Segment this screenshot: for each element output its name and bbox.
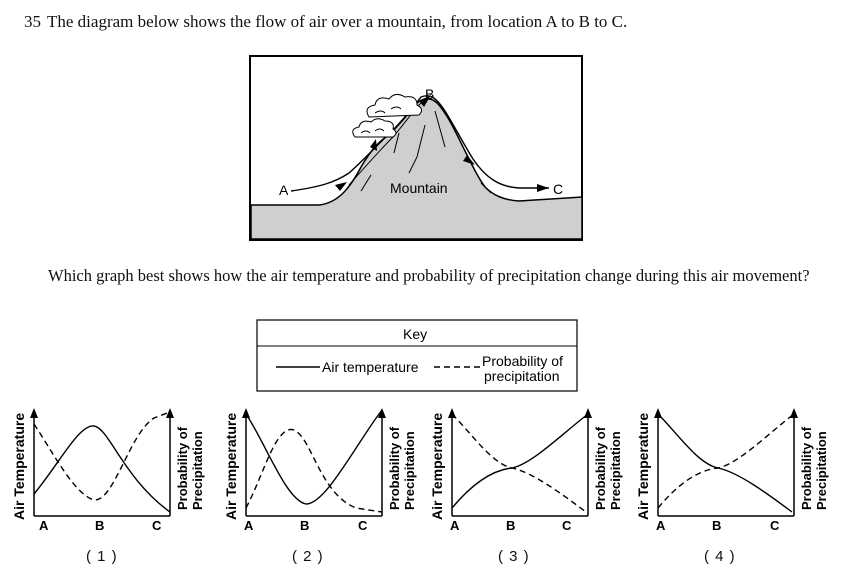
y-right-label-2: Precipitation (190, 431, 205, 510)
x-label-c: C (770, 518, 780, 533)
key-title: Key (403, 326, 428, 342)
air-temperature-curve (658, 414, 792, 512)
precipitation-curve (452, 414, 586, 512)
question-text: The diagram below shows the flow of air over a mountain, from location A to B to C. (47, 12, 628, 31)
x-label-c: C (358, 518, 368, 533)
key-dashed-label-2: precipitation (484, 368, 560, 384)
choice-4-label[interactable]: ( 4 ) (704, 548, 736, 565)
y-left-label: Air Temperature (11, 412, 27, 520)
point-a-label: A (279, 182, 289, 198)
x-label-c: C (562, 518, 572, 533)
y-right-label-1: Probability of (387, 426, 402, 510)
axis-arrow (30, 408, 38, 418)
question-prompt: Which graph best shows how the air temperature and probability of precipitation change during this air movement? (48, 266, 810, 285)
x-label-b: B (712, 518, 722, 533)
air-temperature-curve (452, 414, 588, 508)
question-number: 35 (24, 12, 41, 31)
precipitation-curve (34, 412, 170, 500)
x-label-a: A (656, 518, 666, 533)
x-label-c: C (152, 518, 162, 533)
y-left-label: Air Temperature (429, 412, 445, 520)
graph-2 (216, 404, 424, 534)
precipitation-curve (246, 430, 382, 512)
mountain-label: Mountain (390, 180, 448, 196)
air-temperature-curve (246, 410, 382, 504)
y-right-label-2: Precipitation (608, 431, 623, 510)
x-label-a: A (39, 518, 49, 533)
graph-1 (4, 404, 212, 534)
axis-arrow (242, 408, 250, 418)
key-solid-label: Air temperature (322, 359, 419, 375)
choice-2-label[interactable]: ( 2 ) (292, 548, 324, 565)
x-label-a: A (450, 518, 460, 533)
y-right-label-2: Precipitation (402, 431, 417, 510)
key-dashed-label-1: Probability of (482, 353, 563, 369)
x-label-b: B (95, 518, 105, 533)
y-right-label-2: Precipitation (814, 431, 829, 510)
choice-1-label[interactable]: ( 1 ) (86, 548, 118, 565)
x-label-b: B (300, 518, 310, 533)
y-right-label-1: Probability of (593, 426, 608, 510)
air-temperature-curve (34, 426, 170, 512)
y-right-label-1: Probability of (175, 426, 190, 510)
graph-3 (422, 404, 630, 534)
key-box (256, 319, 578, 392)
y-left-label: Air Temperature (635, 412, 651, 520)
question-stem (24, 12, 627, 32)
mountain-diagram (249, 55, 583, 241)
axis-arrow (166, 408, 174, 418)
y-left-label: Air Temperature (223, 412, 239, 520)
point-b-label: B (425, 86, 435, 102)
precipitation-curve (658, 414, 794, 508)
graph-4 (628, 404, 836, 534)
choice-3-label[interactable]: ( 3 ) (498, 548, 530, 565)
point-c-label: C (553, 181, 564, 197)
y-right-label-1: Probability of (799, 426, 814, 510)
x-label-a: A (244, 518, 254, 533)
x-label-b: B (506, 518, 516, 533)
